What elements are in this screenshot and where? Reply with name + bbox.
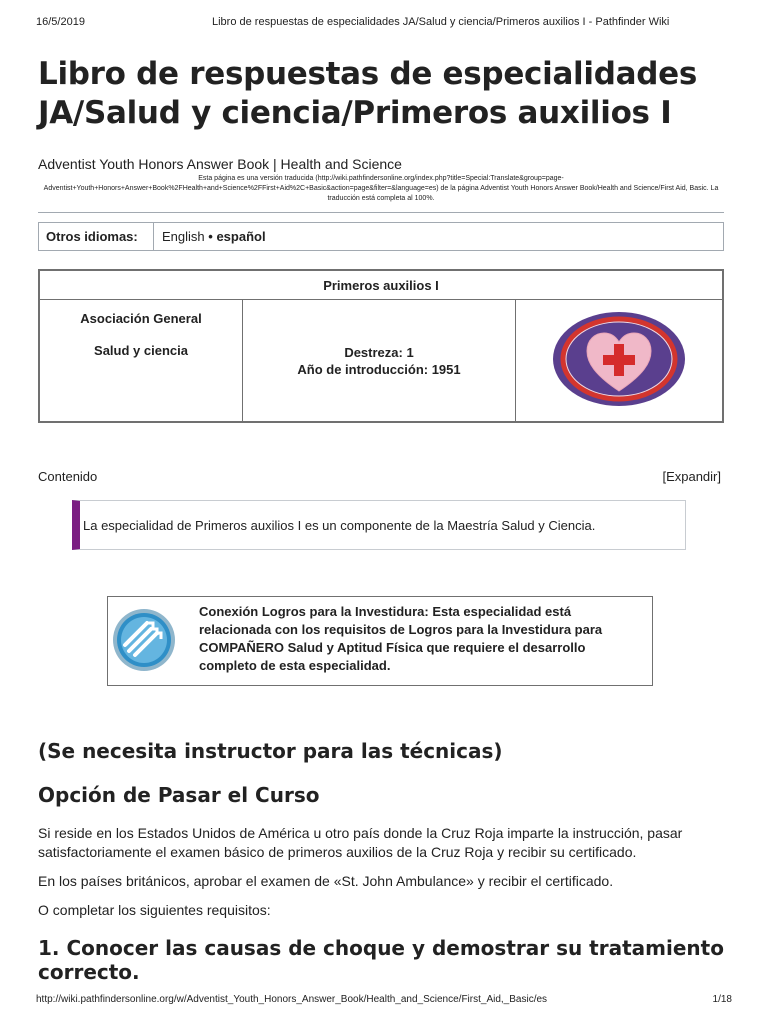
honor-details-cell — [243, 300, 516, 423]
print-page-number: 1/18 — [712, 994, 732, 1005]
page-content — [38, 55, 724, 1001]
honor-category: Salud y ciencia — [94, 343, 188, 358]
investiture-box — [107, 596, 653, 686]
print-title: Libro de respuestas de especialidades JA/Salud y ciencia/Primeros auxilios I - Pathfinder Wiki — [212, 16, 670, 28]
master-award-note: La especialidad de Primeros auxilios I es un componente de la Maestría Salud y Ciencia. — [72, 500, 686, 550]
investiture-text: Conexión Logros para la Investidura: Esta especialidad está relacionada con los requisitos de Logros para la Investidura para COMPAÑERO Salud y Aptitud Física que requiere el desarrollo completo de esta especialidad. — [199, 604, 603, 673]
honor-name: Primeros auxilios I — [39, 270, 723, 300]
honor-skill: Destreza: 1 — [344, 344, 414, 360]
first-aid-badge-icon — [549, 311, 689, 407]
honor-infobox — [38, 269, 724, 423]
honor-year: Año de introducción: 1951 — [297, 361, 461, 377]
language-separator: • — [208, 229, 213, 244]
print-date: 16/5/2019 — [36, 16, 85, 28]
print-footer — [36, 994, 732, 1008]
toc-row — [38, 469, 724, 487]
paragraph-or-complete: O completar los siguientes requisitos: — [38, 902, 271, 918]
languages-label: Otros idiomas: — [39, 223, 154, 251]
honor-badge-cell — [516, 300, 724, 423]
honor-org-cell — [39, 300, 243, 423]
language-current: español — [216, 229, 266, 244]
honor-org: Asociación General — [80, 311, 202, 326]
investiture-achievement-icon — [111, 607, 177, 673]
translation-notice: Esta página es una versión traducida (http://wiki.pathfindersonline.org/index.php?title=Special:Translate&group=page-Adventist+Youth+Honors+Answer+Book%2FHealth+and+Science%2FFirst+Aid%2C+Basic&action=page&filter=&language=es) de la página Adventist Youth Honors Answer Book/Health and Science/First Aid, Basic. La traducción está completa al 100%. — [43, 175, 719, 202]
languages-table — [38, 222, 724, 251]
requirement-1-heading: 1. Conocer las causas de choque y demostrar su tratamiento correcto. — [38, 936, 724, 984]
page-subtitle: Adventist Youth Honors Answer Book | Health and Science — [38, 156, 402, 172]
language-link-english[interactable]: English — [162, 229, 205, 244]
heading-instructor: (Se necesita instructor para las técnicas) — [38, 739, 503, 763]
print-url: http://wiki.pathfindersonline.org/w/Adventist_Youth_Honors_Answer_Book/Health_and_Science/First_Aid,_Basic/es — [36, 994, 548, 1005]
paragraph-st-john: En los países británicos, aprobar el examen de «St. John Ambulance» y recibir el certificado. — [38, 873, 614, 889]
paragraph-red-cross: Si reside en los Estados Unidos de América u otro país donde la Cruz Roja imparte la instrucción, pasar satisfactoriamente el examen básico de primeros auxilios de la Cruz Roja y recibir su certificado. — [38, 825, 683, 860]
heading-course-option: Opción de Pasar el Curso — [38, 783, 320, 807]
print-header — [36, 16, 732, 30]
toc-expand-link[interactable]: [Expandir] — [662, 469, 721, 484]
toc-label: Contenido — [38, 469, 98, 484]
languages-links — [154, 223, 724, 251]
divider — [38, 212, 724, 213]
page-title: Libro de respuestas de especialidades JA/Salud y ciencia/Primeros auxilios I — [38, 56, 697, 131]
